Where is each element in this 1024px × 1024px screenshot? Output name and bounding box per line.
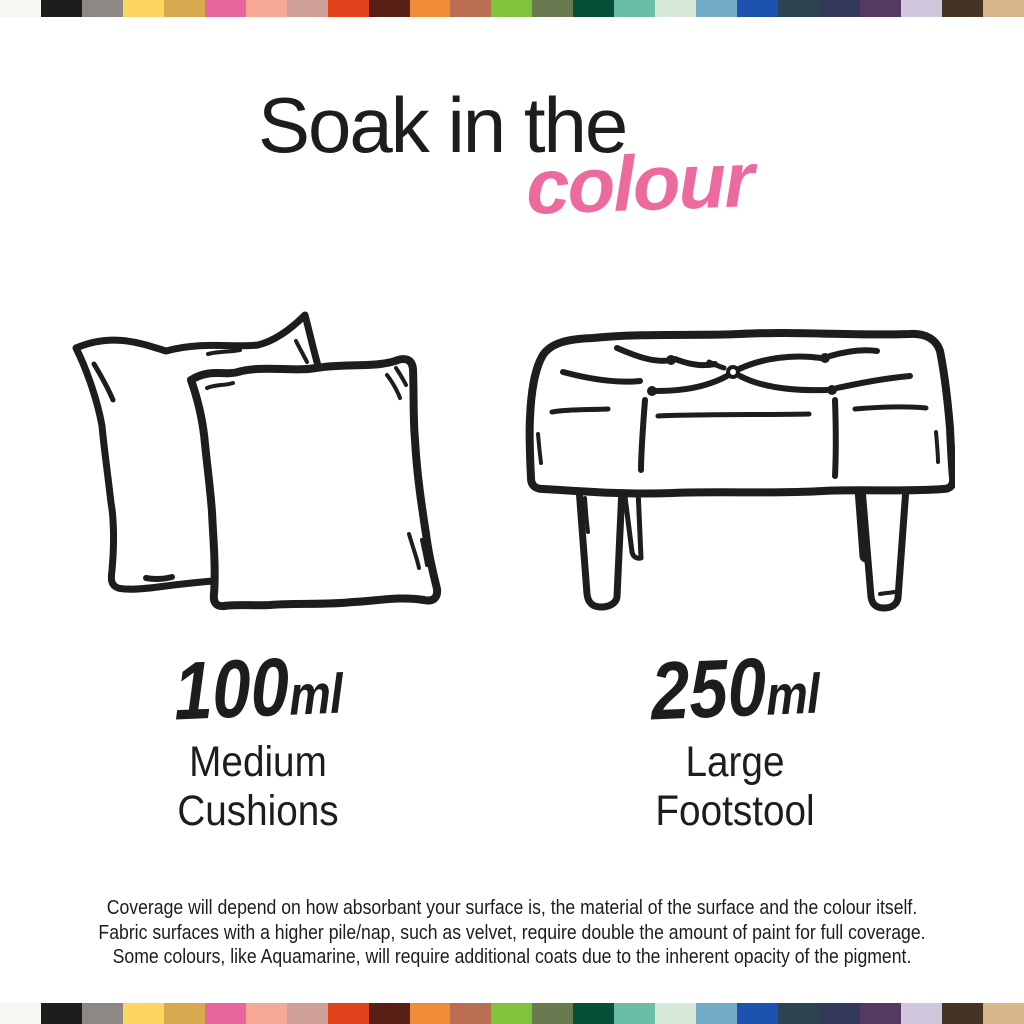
color-swatch xyxy=(41,1003,82,1024)
color-swatch xyxy=(205,1003,246,1024)
color-swatch xyxy=(860,0,901,17)
color-swatch xyxy=(655,1003,696,1024)
footnote-line-1: Coverage will depend on how absorbant your surface is, the material of the surface and the colour itself. xyxy=(106,896,918,919)
cushions-label-line-2: Cushions xyxy=(177,787,339,836)
color-swatch xyxy=(614,1003,655,1024)
color-swatch xyxy=(491,1003,532,1024)
color-swatch xyxy=(819,1003,860,1024)
color-swatch xyxy=(410,0,451,17)
color-swatch xyxy=(696,0,737,17)
color-swatch xyxy=(0,0,41,17)
color-swatch xyxy=(573,1003,614,1024)
color-swatch xyxy=(655,0,696,17)
color-swatch xyxy=(860,1003,901,1024)
color-swatch xyxy=(696,1003,737,1024)
cushions-label xyxy=(69,738,447,837)
color-swatch xyxy=(164,1003,205,1024)
color-swatch xyxy=(819,0,860,17)
color-swatch xyxy=(246,1003,287,1024)
color-swatch xyxy=(901,1003,942,1024)
color-swatch xyxy=(123,0,164,17)
footstool-volume-unit: ml xyxy=(765,662,821,727)
color-swatch xyxy=(164,0,205,17)
footstool-label xyxy=(542,738,929,837)
color-swatch xyxy=(123,1003,164,1024)
cushions-volume xyxy=(80,635,435,744)
color-swatch xyxy=(491,0,532,17)
color-swatch xyxy=(287,1003,328,1024)
color-swatch xyxy=(532,0,573,17)
footstool-label-line-1: Large xyxy=(685,738,785,786)
coverage-footnote xyxy=(0,896,1024,970)
color-swatch xyxy=(532,1003,573,1024)
footstool-icon xyxy=(530,333,954,608)
color-swatch xyxy=(205,0,246,17)
cushions-volume-number: 100 xyxy=(172,641,291,738)
footstool-label-line-2: Footstool xyxy=(655,787,815,836)
cushions-volume-unit: ml xyxy=(288,662,344,727)
color-swatch xyxy=(328,1003,369,1024)
color-swatch xyxy=(450,0,491,17)
footstool-illustration xyxy=(505,308,955,638)
footnote-line-3: Some colours, like Aquamarine, will require additional coats due to the inherent opacity of the pigment. xyxy=(112,945,912,968)
footnote-line-2: Fabric surfaces with a higher pile/nap, such as velvet, require double the amount of paint for full coverage. xyxy=(98,920,926,944)
color-swatch xyxy=(737,0,778,17)
color-swatch xyxy=(983,1003,1024,1024)
color-swatch xyxy=(369,1003,410,1024)
color-swatch xyxy=(942,1003,983,1024)
color-swatch xyxy=(942,0,983,17)
color-swatch xyxy=(287,0,328,17)
color-swatch xyxy=(0,1003,41,1024)
title-line-2: colour xyxy=(524,135,754,231)
color-swatch xyxy=(737,1003,778,1024)
cushions-label-line-1: Medium xyxy=(189,738,327,786)
page-title xyxy=(258,81,758,231)
title-line-1: Soak in the xyxy=(258,81,627,169)
cushions-icon xyxy=(76,315,437,606)
bottom-color-strip xyxy=(0,1003,1024,1024)
color-swatch xyxy=(983,0,1024,17)
color-swatch xyxy=(246,0,287,17)
color-swatch xyxy=(450,1003,491,1024)
top-color-strip xyxy=(0,0,1024,17)
color-swatch xyxy=(778,1003,819,1024)
footstool-volume-number: 250 xyxy=(649,641,768,738)
color-swatch xyxy=(82,1003,123,1024)
color-swatch xyxy=(614,0,655,17)
color-swatch xyxy=(82,0,123,17)
cushions-illustration xyxy=(58,308,458,638)
color-swatch xyxy=(328,0,369,17)
color-swatch xyxy=(41,0,82,17)
color-swatch xyxy=(369,0,410,17)
footstool-volume xyxy=(553,635,917,744)
color-swatch xyxy=(410,1003,451,1024)
color-swatch xyxy=(573,0,614,17)
color-swatch xyxy=(778,0,819,17)
color-swatch xyxy=(901,0,942,17)
